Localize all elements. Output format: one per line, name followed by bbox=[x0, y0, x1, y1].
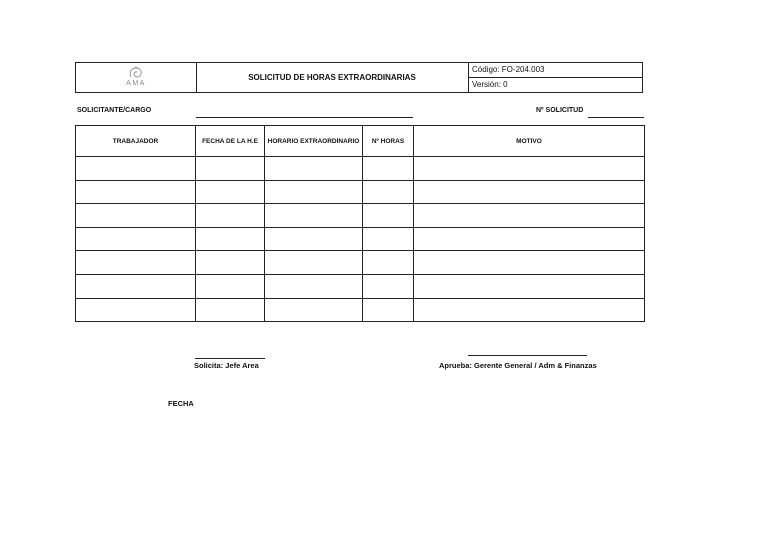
cell-motivo[interactable] bbox=[414, 180, 645, 204]
document-code: Código: FO-204.003 bbox=[469, 63, 642, 78]
cell-horario[interactable] bbox=[265, 180, 363, 204]
cell-fecha[interactable] bbox=[196, 251, 265, 275]
solicitante-field[interactable] bbox=[196, 117, 413, 118]
table-row bbox=[76, 274, 645, 298]
cell-trabajador[interactable] bbox=[76, 157, 196, 181]
solicita-label: Solicita: Jefe Area bbox=[194, 361, 259, 370]
solicitante-label: SOLICITANTE/CARGO bbox=[77, 107, 152, 114]
column-header-horario: HORARIO EXTRAORDINARIO bbox=[265, 126, 363, 157]
aprueba-label: Aprueba: Gerente General / Adm & Finanzas bbox=[439, 361, 597, 370]
column-header-motivo: MOTIVO bbox=[414, 126, 645, 157]
cell-horario[interactable] bbox=[265, 298, 363, 322]
table-row bbox=[76, 180, 645, 204]
cell-trabajador[interactable] bbox=[76, 204, 196, 228]
cell-fecha[interactable] bbox=[196, 180, 265, 204]
cell-motivo[interactable] bbox=[414, 204, 645, 228]
cell-trabajador[interactable] bbox=[76, 274, 196, 298]
solicita-signature-line bbox=[195, 358, 265, 359]
cell-motivo[interactable] bbox=[414, 227, 645, 251]
cell-motivo[interactable] bbox=[414, 251, 645, 275]
cell-fecha[interactable] bbox=[196, 298, 265, 322]
table-header-row bbox=[76, 126, 645, 157]
cell-horas[interactable] bbox=[363, 251, 414, 275]
cell-fecha[interactable] bbox=[196, 157, 265, 181]
cell-horas[interactable] bbox=[363, 204, 414, 228]
cell-horario[interactable] bbox=[265, 204, 363, 228]
cell-fecha[interactable] bbox=[196, 227, 265, 251]
column-header-trabajador: TRABAJADOR bbox=[76, 126, 196, 157]
company-logo bbox=[76, 63, 197, 92]
cell-horas[interactable] bbox=[363, 274, 414, 298]
cell-trabajador[interactable] bbox=[76, 227, 196, 251]
cell-horas[interactable] bbox=[363, 180, 414, 204]
aprueba-signature-line bbox=[468, 355, 587, 356]
cell-motivo[interactable] bbox=[414, 157, 645, 181]
document-version: Versión: 0 bbox=[472, 79, 508, 89]
logo-text: AMA bbox=[126, 80, 146, 87]
cell-horario[interactable] bbox=[265, 274, 363, 298]
cell-horas[interactable] bbox=[363, 157, 414, 181]
overtime-table bbox=[75, 125, 645, 322]
cell-motivo[interactable] bbox=[414, 298, 645, 322]
cell-horas[interactable] bbox=[363, 227, 414, 251]
column-header-horas: Nº HORAS bbox=[363, 126, 414, 157]
document-meta bbox=[468, 63, 642, 92]
cell-motivo[interactable] bbox=[414, 274, 645, 298]
n-solicitud-label: Nº SOLICITUD bbox=[536, 107, 584, 114]
table-row bbox=[76, 251, 645, 275]
cell-horario[interactable] bbox=[265, 157, 363, 181]
table-row bbox=[76, 157, 645, 181]
cell-trabajador[interactable] bbox=[76, 251, 196, 275]
table-row bbox=[76, 204, 645, 228]
cell-horario[interactable] bbox=[265, 227, 363, 251]
cell-trabajador[interactable] bbox=[76, 298, 196, 322]
cell-trabajador[interactable] bbox=[76, 180, 196, 204]
cell-fecha[interactable] bbox=[196, 274, 265, 298]
table-row bbox=[76, 298, 645, 322]
form-header bbox=[75, 62, 643, 93]
cell-fecha[interactable] bbox=[196, 204, 265, 228]
ama-logo-icon bbox=[128, 66, 144, 80]
column-header-fecha: FECHA DE LA H.E bbox=[196, 126, 265, 157]
fecha-label: FECHA bbox=[168, 399, 194, 408]
cell-horario[interactable] bbox=[265, 251, 363, 275]
n-solicitud-field[interactable] bbox=[588, 117, 644, 118]
table-row bbox=[76, 227, 645, 251]
form-title: SOLICITUD DE HORAS EXTRAORDINARIAS bbox=[248, 73, 416, 82]
cell-horas[interactable] bbox=[363, 298, 414, 322]
